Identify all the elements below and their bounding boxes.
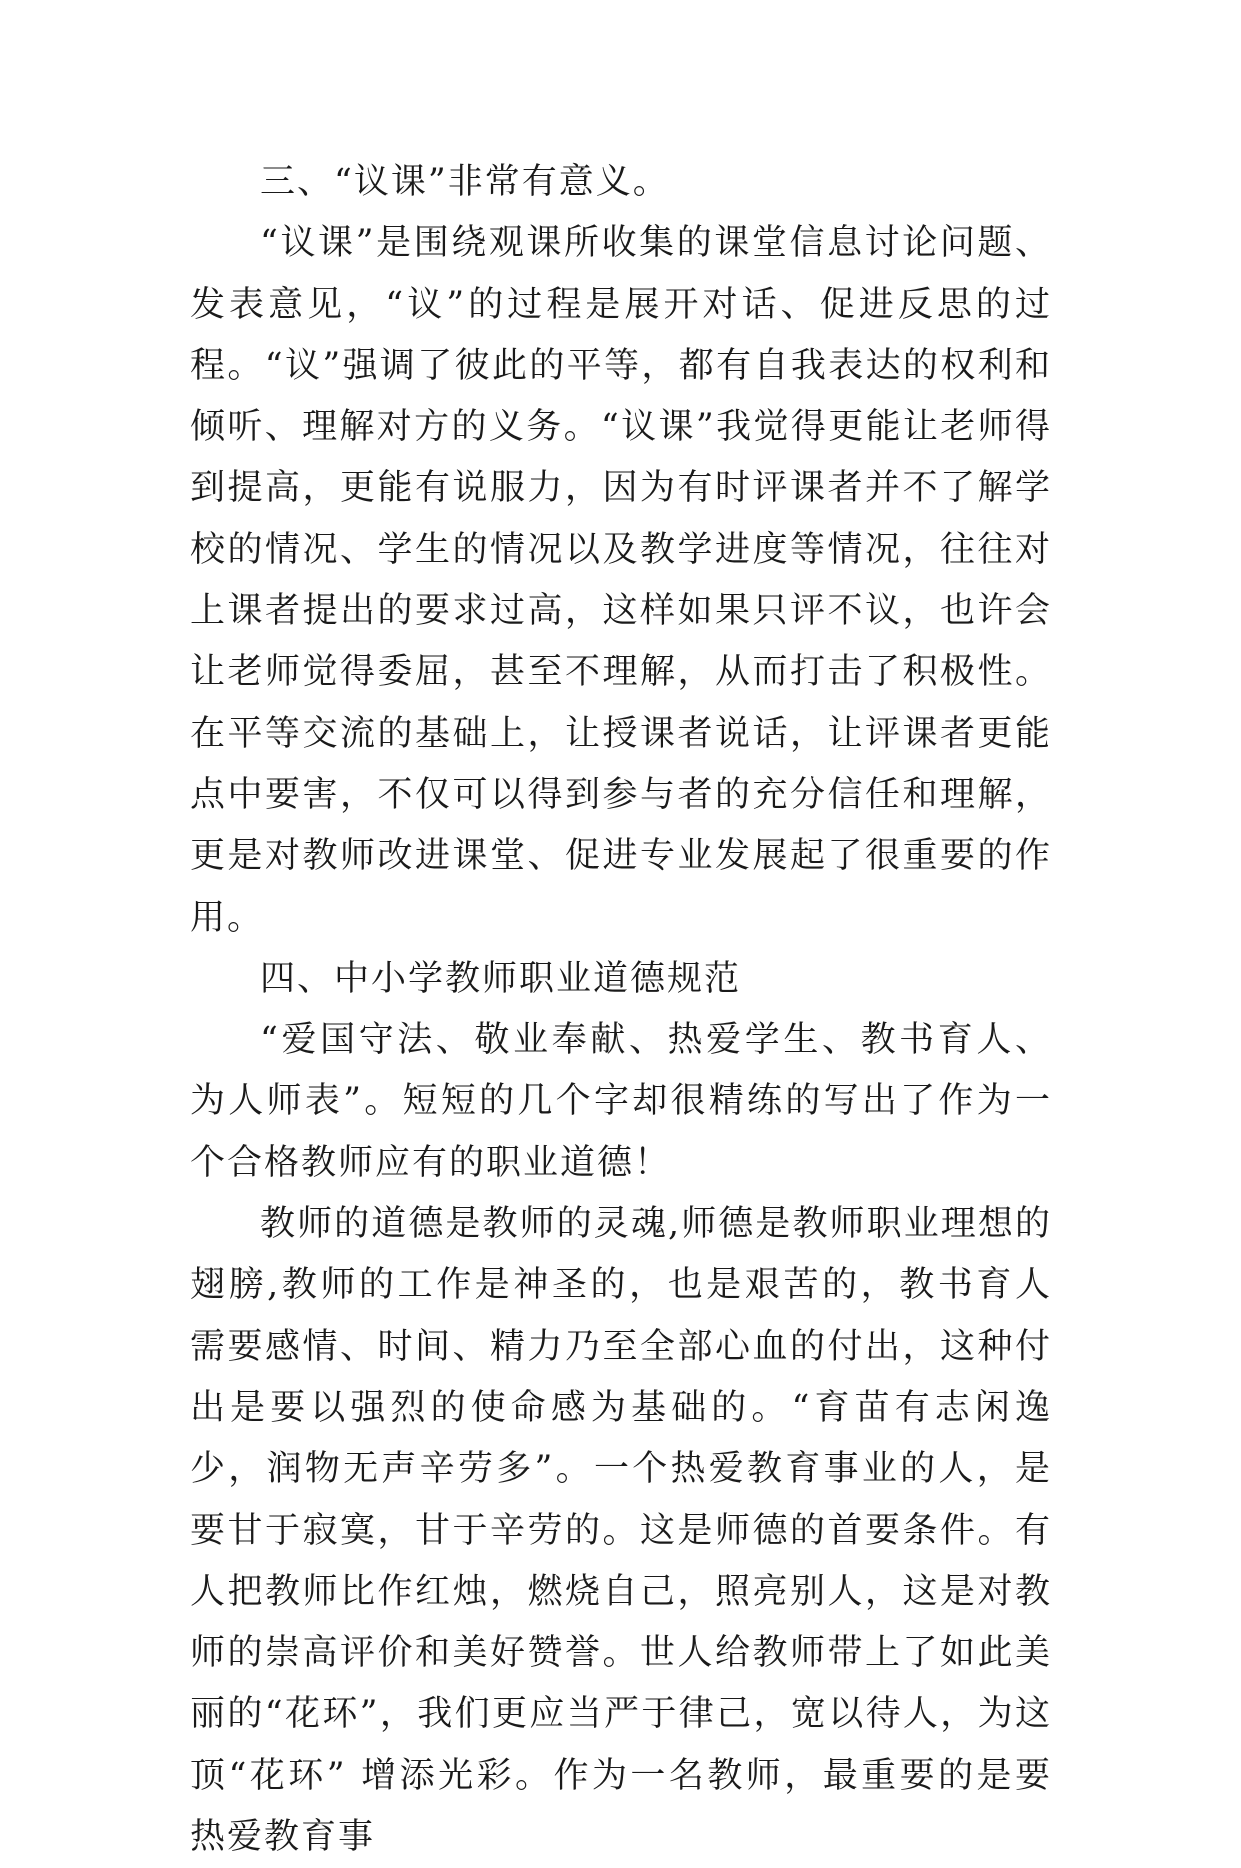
- paragraph-ethics-code: “爱国守法、敬业奉献、热爱学生、教书育人、为人师表”。短短的几个字却很精练的写出了作为一个合格教师应有的职业道德！: [190, 1020, 1052, 1183]
- section-heading-4: 四、中小学教师职业道德规范: [260, 958, 742, 999]
- paragraph-teacher-morality: 教师的道德是教师的灵魂,师德是教师职业理想的翅膀,教师的工作是神圣的，也是艰苦的，教书育人需要感情、时间、精力乃至全部心血的付出，这种付出是要以强烈的使命感为基础的。“育苗有志闲逸少，润物无声辛劳多”。一个热爱教育事业的人，是要甘于寂寞，甘于辛劳的。这是师德的首要条件。有人把教师比作红烛，燃烧自己，照亮别人，这是对教师的崇高评价和美好赞誉。世人给教师带上了如此美丽的“花环”，我们更应当严于律己，宽以待人，为这顶“花环” 增添光彩。作为一名教师，最重要的是要热爱教育事: [190, 1204, 1052, 1858]
- section-heading-3: 三、“议课”非常有意义。: [260, 162, 670, 202]
- paragraph-yike: “议课”是围绕观课所收集的课堂信息讨论问题、发表意见，“议”的过程是展开对话、促进反思的过程。“议”强调了彼此的平等，都有自我表达的权利和倾听、理解对方的义务。“议课”我觉得更能让老师得到提高，更能有说服力，因为有时评课者并不了解学校的情况、学生的情况以及教学进度等情况，往往对上课者提出的要求过高，这样如果只评不议，也许会让老师觉得委屈，甚至不理解，从而打击了积极性。在平等交流的基础上，让授课者说话，让评课者更能点中要害，不仅可以得到参与者的充分信任和理解，更是对教师改进课堂、促进专业发展起了很重要的作用。: [190, 223, 1052, 938]
- document-body: [190, 152, 1052, 1868]
